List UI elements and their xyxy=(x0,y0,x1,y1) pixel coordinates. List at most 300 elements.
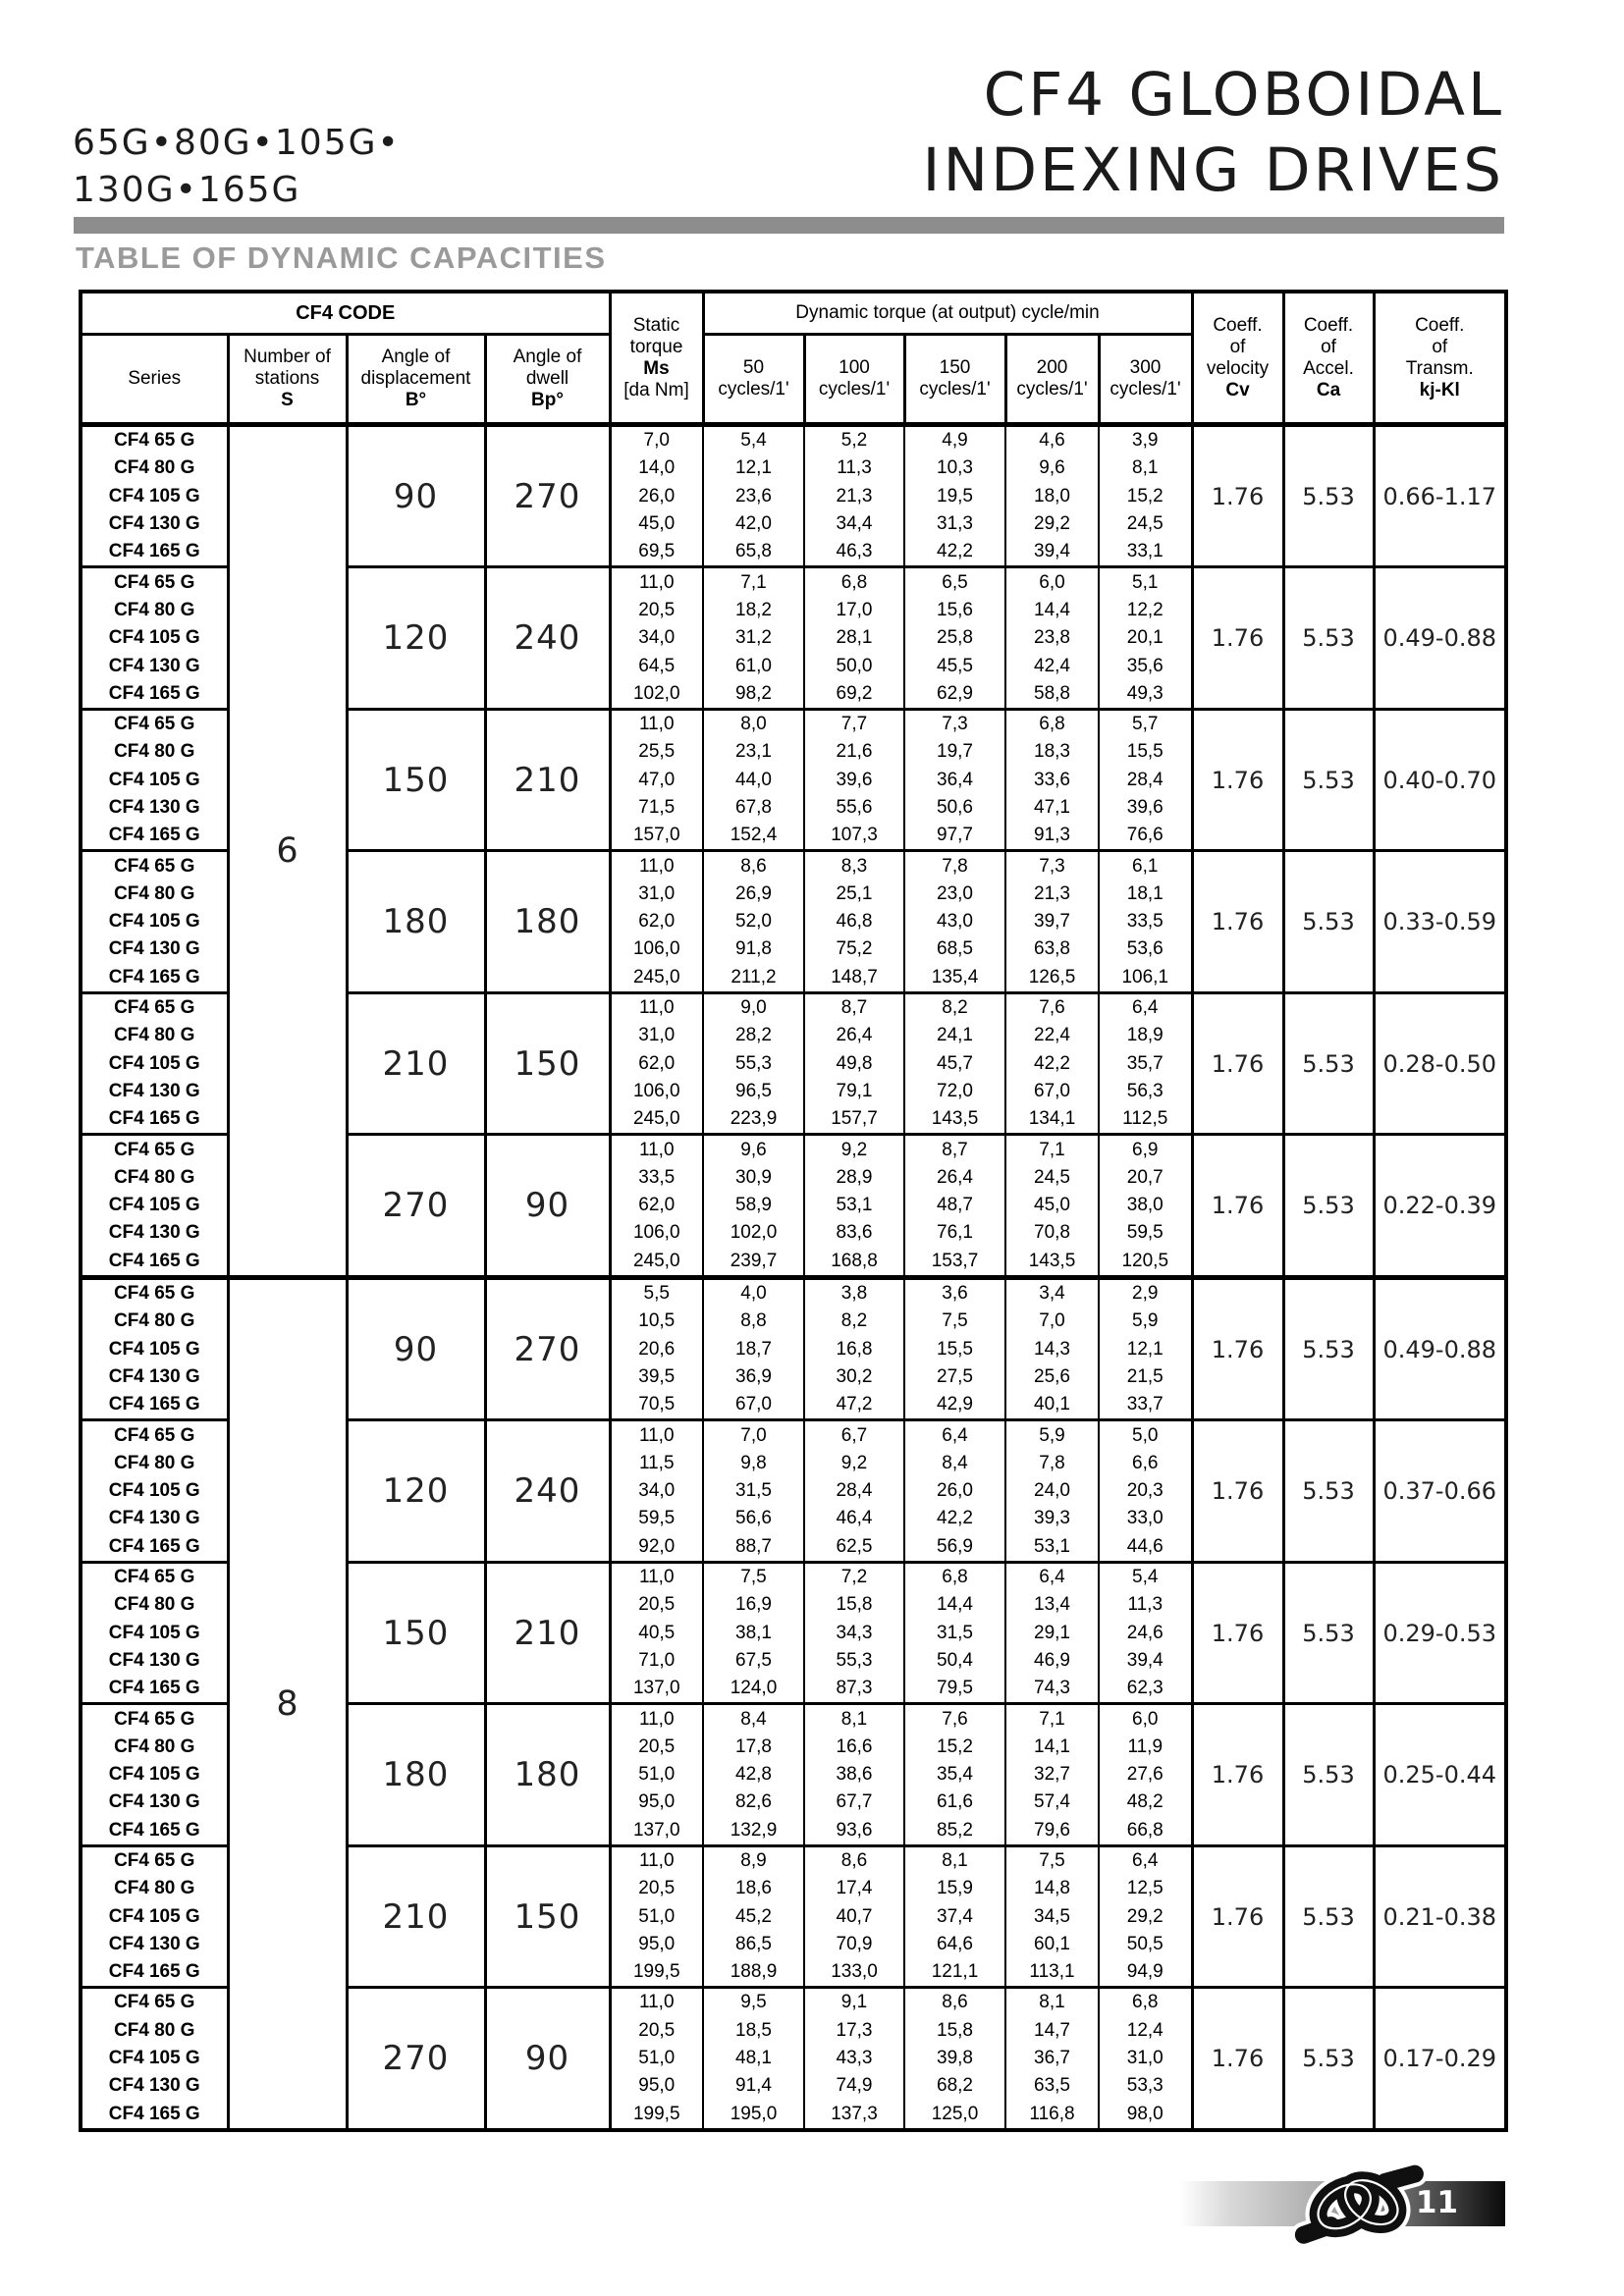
torque-value-cell: 135,4 xyxy=(904,964,1005,993)
angle-dwell-cell: 180 xyxy=(485,1704,610,1845)
torque-value-cell: 25,6 xyxy=(1005,1363,1099,1391)
torque-value-cell: 21,3 xyxy=(804,483,904,510)
torque-value-cell: 95,0 xyxy=(610,2072,703,2100)
torque-value-cell: 11,0 xyxy=(610,851,703,881)
torque-value-cell: 23,0 xyxy=(904,881,1005,908)
torque-value-cell: 28,4 xyxy=(1099,767,1192,794)
coeff-velocity-cell: 1.76 xyxy=(1192,709,1283,850)
series-cell: CF4 65 G xyxy=(81,1562,228,1591)
torque-value-cell: 6,8 xyxy=(904,1562,1005,1591)
series-cell: CF4 105 G xyxy=(81,2045,228,2072)
torque-value-cell: 33,1 xyxy=(1099,538,1192,567)
torque-value-cell: 25,1 xyxy=(804,881,904,908)
torque-value-cell: 102,0 xyxy=(703,1219,804,1247)
torque-value-cell: 39,7 xyxy=(1005,908,1099,935)
torque-value-cell: 58,9 xyxy=(703,1192,804,1219)
torque-value-cell: 7,1 xyxy=(703,567,804,597)
angle-dwell-cell: 150 xyxy=(485,1845,610,1987)
coeff-transm-cell: 0.25-0.44 xyxy=(1374,1704,1506,1845)
torque-value-cell: 67,8 xyxy=(703,794,804,822)
series-cell: CF4 105 G xyxy=(81,1477,228,1505)
torque-value-cell: 58,8 xyxy=(1005,680,1099,710)
divider-bar xyxy=(74,217,1504,234)
series-cell: CF4 105 G xyxy=(81,1336,228,1363)
torque-value-cell: 137,0 xyxy=(610,1817,703,1846)
angle-displacement-cell: 120 xyxy=(347,567,485,709)
stations-cell: 8 xyxy=(228,1277,347,2129)
torque-value-cell: 83,6 xyxy=(804,1219,904,1247)
page-title-line1: CF4 GLOBOIDAL xyxy=(983,60,1504,130)
series-cell: CF4 80 G xyxy=(81,881,228,908)
angle-dwell-cell: 240 xyxy=(485,567,610,709)
torque-value-cell: 50,5 xyxy=(1099,1931,1192,1958)
torque-value-cell: 133,0 xyxy=(804,1958,904,1988)
torque-value-cell: 11,0 xyxy=(610,567,703,597)
torque-value-cell: 88,7 xyxy=(703,1533,804,1563)
torque-value-cell: 82,6 xyxy=(703,1789,804,1816)
series-cell: CF4 130 G xyxy=(81,2072,228,2100)
torque-value-cell: 12,4 xyxy=(1099,2017,1192,2045)
torque-value-cell: 21,5 xyxy=(1099,1363,1192,1391)
torque-value-cell: 7,0 xyxy=(610,425,703,455)
torque-value-cell: 11,0 xyxy=(610,1704,703,1734)
angle-displacement-cell: 90 xyxy=(347,1277,485,1419)
torque-value-cell: 8,6 xyxy=(703,851,804,881)
torque-value-cell: 8,1 xyxy=(1099,454,1192,482)
series-cell: CF4 80 G xyxy=(81,1875,228,1902)
torque-value-cell: 6,4 xyxy=(1099,1845,1192,1875)
series-cell: CF4 65 G xyxy=(81,992,228,1022)
coeff-accel-cell: 5.53 xyxy=(1283,992,1374,1134)
series-cell: CF4 165 G xyxy=(81,1817,228,1846)
coeff-accel-cell: 5.53 xyxy=(1283,1988,1374,2130)
torque-value-cell: 20,3 xyxy=(1099,1477,1192,1505)
cycle-col-header-0: 50 cycles/1' xyxy=(703,335,804,425)
torque-value-cell: 6,9 xyxy=(1099,1135,1192,1164)
series-cell: CF4 80 G xyxy=(81,1164,228,1192)
torque-value-cell: 8,1 xyxy=(804,1704,904,1734)
torque-value-cell: 42,2 xyxy=(904,1505,1005,1532)
torque-value-cell: 6,8 xyxy=(1099,1988,1192,2017)
torque-value-cell: 38,1 xyxy=(703,1619,804,1646)
torque-value-cell: 47,0 xyxy=(610,767,703,794)
torque-value-cell: 6,1 xyxy=(1099,851,1192,881)
torque-value-cell: 51,0 xyxy=(610,2045,703,2072)
torque-value-cell: 17,4 xyxy=(804,1875,904,1902)
torque-value-cell: 223,9 xyxy=(703,1105,804,1135)
series-cell: CF4 65 G xyxy=(81,1988,228,2017)
torque-value-cell: 152,4 xyxy=(703,822,804,851)
torque-value-cell: 11,0 xyxy=(610,1420,703,1450)
torque-value-cell: 31,0 xyxy=(1099,2045,1192,2072)
torque-value-cell: 85,2 xyxy=(904,1817,1005,1846)
torque-value-cell: 12,1 xyxy=(703,454,804,482)
torque-value-cell: 62,0 xyxy=(610,1192,703,1219)
torque-value-cell: 12,5 xyxy=(1099,1875,1192,1902)
torque-value-cell: 45,7 xyxy=(904,1050,1005,1078)
torque-value-cell: 40,1 xyxy=(1005,1391,1099,1420)
torque-value-cell: 102,0 xyxy=(610,680,703,710)
torque-value-cell: 39,4 xyxy=(1005,538,1099,567)
series-cell: CF4 165 G xyxy=(81,1675,228,1704)
torque-value-cell: 5,4 xyxy=(1099,1562,1192,1591)
torque-value-cell: 39,3 xyxy=(1005,1505,1099,1532)
torque-value-cell: 67,0 xyxy=(1005,1078,1099,1105)
series-cell: CF4 130 G xyxy=(81,510,228,538)
torque-value-cell: 14,4 xyxy=(1005,597,1099,624)
series-cell: CF4 165 G xyxy=(81,1958,228,1988)
torque-value-cell: 18,1 xyxy=(1099,881,1192,908)
series-cell: CF4 165 G xyxy=(81,964,228,993)
torque-value-cell: 46,3 xyxy=(804,538,904,567)
torque-value-cell: 42,8 xyxy=(703,1761,804,1789)
coeff-accel-cell: 5.53 xyxy=(1283,1277,1374,1419)
torque-value-cell: 11,9 xyxy=(1099,1734,1192,1761)
code-col-header-0: Series xyxy=(81,335,228,425)
torque-value-cell: 24,5 xyxy=(1099,510,1192,538)
series-cell: CF4 130 G xyxy=(81,1363,228,1391)
torque-value-cell: 95,0 xyxy=(610,1789,703,1816)
torque-value-cell: 8,4 xyxy=(904,1450,1005,1477)
torque-value-cell: 7,3 xyxy=(904,709,1005,738)
series-cell: CF4 80 G xyxy=(81,738,228,766)
torque-value-cell: 65,8 xyxy=(703,538,804,567)
series-cell: CF4 105 G xyxy=(81,624,228,652)
torque-value-cell: 93,6 xyxy=(804,1817,904,1846)
torque-value-cell: 59,5 xyxy=(610,1505,703,1532)
torque-value-cell: 86,5 xyxy=(703,1931,804,1958)
torque-value-cell: 3,8 xyxy=(804,1277,904,1308)
torque-value-cell: 36,4 xyxy=(904,767,1005,794)
series-cell: CF4 130 G xyxy=(81,935,228,963)
series-cell: CF4 165 G xyxy=(81,1248,228,1278)
torque-value-cell: 47,2 xyxy=(804,1391,904,1420)
torque-value-cell: 55,3 xyxy=(703,1050,804,1078)
torque-value-cell: 11,0 xyxy=(610,1562,703,1591)
torque-value-cell: 9,6 xyxy=(1005,454,1099,482)
torque-value-cell: 8,6 xyxy=(904,1988,1005,2017)
torque-value-cell: 67,0 xyxy=(703,1391,804,1420)
torque-value-cell: 92,0 xyxy=(610,1533,703,1563)
torque-value-cell: 38,0 xyxy=(1099,1192,1192,1219)
torque-value-cell: 17,3 xyxy=(804,2017,904,2045)
torque-value-cell: 34,0 xyxy=(610,624,703,652)
torque-value-cell: 21,6 xyxy=(804,738,904,766)
cycle-col-header-3: 200 cycles/1' xyxy=(1005,335,1099,425)
torque-value-cell: 79,1 xyxy=(804,1078,904,1105)
series-cell: CF4 80 G xyxy=(81,597,228,624)
page-number: 11 xyxy=(1415,2185,1458,2220)
torque-value-cell: 98,2 xyxy=(703,680,804,710)
torque-value-cell: 63,5 xyxy=(1005,2072,1099,2100)
coeff-accel-cell: 5.53 xyxy=(1283,567,1374,709)
torque-value-cell: 7,7 xyxy=(804,709,904,738)
torque-value-cell: 7,8 xyxy=(1005,1450,1099,1477)
torque-value-cell: 24,1 xyxy=(904,1022,1005,1049)
torque-value-cell: 15,2 xyxy=(904,1734,1005,1761)
torque-value-cell: 42,2 xyxy=(1005,1050,1099,1078)
torque-value-cell: 27,5 xyxy=(904,1363,1005,1391)
torque-value-cell: 97,7 xyxy=(904,822,1005,851)
coeff-velocity-cell: 1.76 xyxy=(1192,1135,1283,1277)
torque-value-cell: 245,0 xyxy=(610,1248,703,1278)
coeff-transm-cell: 0.33-0.59 xyxy=(1374,851,1506,992)
torque-value-cell: 40,5 xyxy=(610,1619,703,1646)
torque-value-cell: 95,0 xyxy=(610,1931,703,1958)
footer-bar xyxy=(1180,2181,1505,2226)
series-cell: CF4 130 G xyxy=(81,1789,228,1816)
angle-dwell-cell: 210 xyxy=(485,1562,610,1703)
torque-value-cell: 43,0 xyxy=(904,908,1005,935)
torque-value-cell: 7,5 xyxy=(1005,1845,1099,1875)
torque-value-cell: 5,4 xyxy=(703,425,804,455)
torque-value-cell: 17,8 xyxy=(703,1734,804,1761)
torque-value-cell: 33,6 xyxy=(1005,767,1099,794)
torque-value-cell: 20,5 xyxy=(610,1734,703,1761)
torque-value-cell: 7,0 xyxy=(1005,1308,1099,1335)
torque-value-cell: 8,8 xyxy=(703,1308,804,1335)
torque-value-cell: 48,2 xyxy=(1099,1789,1192,1816)
torque-value-cell: 29,1 xyxy=(1005,1619,1099,1646)
torque-value-cell: 14,4 xyxy=(904,1591,1005,1619)
torque-value-cell: 6,6 xyxy=(1099,1450,1192,1477)
torque-value-cell: 157,7 xyxy=(804,1105,904,1135)
torque-value-cell: 134,1 xyxy=(1005,1105,1099,1135)
torque-value-cell: 52,0 xyxy=(703,908,804,935)
series-cell: CF4 65 G xyxy=(81,851,228,881)
torque-value-cell: 153,7 xyxy=(904,1248,1005,1278)
torque-value-cell: 39,5 xyxy=(610,1363,703,1391)
torque-value-cell: 15,2 xyxy=(1099,483,1192,510)
model-codes-line1: 65G•80G•105G• xyxy=(73,123,401,163)
coeff-velocity-cell: 1.76 xyxy=(1192,425,1283,567)
torque-value-cell: 6,4 xyxy=(904,1420,1005,1450)
torque-value-cell: 61,0 xyxy=(703,652,804,679)
coeff-accel-cell: 5.53 xyxy=(1283,1135,1374,1277)
torque-value-cell: 56,6 xyxy=(703,1505,804,1532)
page-title-line2: INDEXING DRIVES xyxy=(922,135,1504,205)
torque-value-cell: 96,5 xyxy=(703,1078,804,1105)
angle-dwell-cell: 240 xyxy=(485,1420,610,1562)
model-codes-line2: 130G•165G xyxy=(73,170,301,210)
torque-value-cell: 70,8 xyxy=(1005,1219,1099,1247)
coeff-accel-cell: 5.53 xyxy=(1283,425,1374,567)
torque-value-cell: 50,0 xyxy=(804,652,904,679)
torque-value-cell: 31,5 xyxy=(703,1477,804,1505)
torque-value-cell: 43,3 xyxy=(804,2045,904,2072)
torque-value-cell: 49,3 xyxy=(1099,680,1192,710)
torque-value-cell: 20,5 xyxy=(610,1875,703,1902)
torque-value-cell: 7,5 xyxy=(703,1562,804,1591)
series-cell: CF4 65 G xyxy=(81,1420,228,1450)
torque-value-cell: 33,5 xyxy=(1099,908,1192,935)
coeff-transm-cell: 0.22-0.39 xyxy=(1374,1135,1506,1277)
torque-value-cell: 7,6 xyxy=(1005,992,1099,1022)
torque-value-cell: 18,5 xyxy=(703,2017,804,2045)
torque-value-cell: 76,6 xyxy=(1099,822,1192,851)
coeff-accel-cell: 5.53 xyxy=(1283,1704,1374,1845)
torque-value-cell: 5,7 xyxy=(1099,709,1192,738)
torque-value-cell: 87,3 xyxy=(804,1675,904,1704)
torque-value-cell: 79,6 xyxy=(1005,1817,1099,1846)
torque-value-cell: 67,7 xyxy=(804,1789,904,1816)
torque-value-cell: 12,2 xyxy=(1099,597,1192,624)
coeff-col-header-0: Coeff. of velocity Cv xyxy=(1192,292,1283,425)
torque-value-cell: 7,8 xyxy=(904,851,1005,881)
cf4-code-header: CF4 CODE xyxy=(81,292,610,335)
torque-value-cell: 16,6 xyxy=(804,1734,904,1761)
torque-value-cell: 10,5 xyxy=(610,1308,703,1335)
angle-displacement-cell: 150 xyxy=(347,1562,485,1703)
torque-value-cell: 8,6 xyxy=(804,1845,904,1875)
torque-value-cell: 62,0 xyxy=(610,1050,703,1078)
torque-value-cell: 74,3 xyxy=(1005,1675,1099,1704)
angle-dwell-cell: 210 xyxy=(485,709,610,850)
torque-value-cell: 6,4 xyxy=(1005,1562,1099,1591)
torque-value-cell: 19,7 xyxy=(904,738,1005,766)
torque-value-cell: 106,0 xyxy=(610,1219,703,1247)
torque-value-cell: 57,4 xyxy=(1005,1789,1099,1816)
torque-value-cell: 5,1 xyxy=(1099,567,1192,597)
torque-value-cell: 64,6 xyxy=(904,1931,1005,1958)
torque-value-cell: 28,4 xyxy=(804,1477,904,1505)
torque-value-cell: 106,0 xyxy=(610,935,703,963)
torque-value-cell: 39,6 xyxy=(1099,794,1192,822)
series-cell: CF4 105 G xyxy=(81,767,228,794)
torque-value-cell: 17,0 xyxy=(804,597,904,624)
cycle-col-header-4: 300 cycles/1' xyxy=(1099,335,1192,425)
torque-value-cell: 143,5 xyxy=(904,1105,1005,1135)
torque-value-cell: 23,8 xyxy=(1005,624,1099,652)
torque-value-cell: 48,1 xyxy=(703,2045,804,2072)
torque-value-cell: 46,9 xyxy=(1005,1647,1099,1675)
torque-value-cell: 5,2 xyxy=(804,425,904,455)
torque-value-cell: 9,0 xyxy=(703,992,804,1022)
series-cell: CF4 130 G xyxy=(81,1078,228,1105)
torque-value-cell: 9,8 xyxy=(703,1450,804,1477)
torque-value-cell: 12,1 xyxy=(1099,1336,1192,1363)
dynamic-torque-header: Dynamic torque (at output) cycle/min xyxy=(703,292,1192,335)
torque-value-cell: 32,7 xyxy=(1005,1761,1099,1789)
torque-value-cell: 26,0 xyxy=(904,1477,1005,1505)
torque-value-cell: 39,4 xyxy=(1099,1647,1192,1675)
torque-value-cell: 18,7 xyxy=(703,1336,804,1363)
torque-value-cell: 8,0 xyxy=(703,709,804,738)
coeff-transm-cell: 0.29-0.53 xyxy=(1374,1562,1506,1703)
torque-value-cell: 29,2 xyxy=(1005,510,1099,538)
torque-value-cell: 9,1 xyxy=(804,1988,904,2017)
coeff-accel-cell: 5.53 xyxy=(1283,1845,1374,1987)
torque-value-cell: 53,3 xyxy=(1099,2072,1192,2100)
torque-value-cell: 34,4 xyxy=(804,510,904,538)
angle-dwell-cell: 90 xyxy=(485,1135,610,1277)
torque-value-cell: 13,4 xyxy=(1005,1591,1099,1619)
coeff-velocity-cell: 1.76 xyxy=(1192,1704,1283,1845)
torque-value-cell: 68,2 xyxy=(904,2072,1005,2100)
torque-value-cell: 42,0 xyxy=(703,510,804,538)
torque-value-cell: 245,0 xyxy=(610,1105,703,1135)
series-cell: CF4 105 G xyxy=(81,1902,228,1930)
torque-value-cell: 18,9 xyxy=(1099,1022,1192,1049)
torque-value-cell: 71,0 xyxy=(610,1647,703,1675)
torque-value-cell: 20,1 xyxy=(1099,624,1192,652)
angle-displacement-cell: 90 xyxy=(347,425,485,567)
series-cell: CF4 65 G xyxy=(81,1135,228,1164)
coeff-transm-cell: 0.21-0.38 xyxy=(1374,1845,1506,1987)
coeff-col-header-1: Coeff. of Accel. Ca xyxy=(1283,292,1374,425)
torque-value-cell: 47,1 xyxy=(1005,794,1099,822)
series-cell: CF4 165 G xyxy=(81,1105,228,1135)
torque-value-cell: 9,6 xyxy=(703,1135,804,1164)
torque-value-cell: 62,3 xyxy=(1099,1675,1192,1704)
torque-value-cell: 148,7 xyxy=(804,964,904,993)
torque-value-cell: 33,0 xyxy=(1099,1505,1192,1532)
torque-value-cell: 11,0 xyxy=(610,1135,703,1164)
torque-value-cell: 44,0 xyxy=(703,767,804,794)
coeff-accel-cell: 5.53 xyxy=(1283,1562,1374,1703)
torque-value-cell: 7,1 xyxy=(1005,1135,1099,1164)
torque-value-cell: 31,2 xyxy=(703,624,804,652)
angle-dwell-cell: 150 xyxy=(485,992,610,1134)
torque-value-cell: 11,0 xyxy=(610,992,703,1022)
series-cell: CF4 165 G xyxy=(81,2101,228,2130)
torque-value-cell: 10,3 xyxy=(904,454,1005,482)
torque-value-cell: 28,1 xyxy=(804,624,904,652)
torque-value-cell: 15,5 xyxy=(1099,738,1192,766)
coeff-accel-cell: 5.53 xyxy=(1283,851,1374,992)
torque-value-cell: 20,6 xyxy=(610,1336,703,1363)
torque-value-cell: 18,2 xyxy=(703,597,804,624)
torque-value-cell: 42,4 xyxy=(1005,652,1099,679)
torque-value-cell: 2,9 xyxy=(1099,1277,1192,1308)
torque-value-cell: 53,1 xyxy=(804,1192,904,1219)
torque-value-cell: 132,9 xyxy=(703,1817,804,1846)
torque-value-cell: 71,5 xyxy=(610,794,703,822)
torque-value-cell: 31,0 xyxy=(610,881,703,908)
torque-value-cell: 9,2 xyxy=(804,1450,904,1477)
torque-value-cell: 24,5 xyxy=(1005,1164,1099,1192)
torque-value-cell: 113,1 xyxy=(1005,1958,1099,1988)
torque-value-cell: 66,8 xyxy=(1099,1817,1192,1846)
torque-value-cell: 31,5 xyxy=(904,1619,1005,1646)
torque-value-cell: 28,2 xyxy=(703,1022,804,1049)
angle-displacement-cell: 270 xyxy=(347,1135,485,1277)
torque-value-cell: 137,3 xyxy=(804,2101,904,2130)
torque-value-cell: 61,6 xyxy=(904,1789,1005,1816)
coeff-transm-cell: 0.17-0.29 xyxy=(1374,1988,1506,2130)
torque-value-cell: 79,5 xyxy=(904,1675,1005,1704)
torque-value-cell: 4,9 xyxy=(904,425,1005,455)
torque-value-cell: 8,7 xyxy=(904,1135,1005,1164)
torque-value-cell: 51,0 xyxy=(610,1761,703,1789)
torque-value-cell: 18,3 xyxy=(1005,738,1099,766)
torque-value-cell: 20,5 xyxy=(610,2017,703,2045)
angle-displacement-cell: 210 xyxy=(347,992,485,1134)
torque-value-cell: 7,0 xyxy=(703,1420,804,1450)
torque-value-cell: 42,9 xyxy=(904,1391,1005,1420)
torque-value-cell: 7,2 xyxy=(804,1562,904,1591)
coeff-accel-cell: 5.53 xyxy=(1283,1420,1374,1562)
coeff-velocity-cell: 1.76 xyxy=(1192,1845,1283,1987)
torque-value-cell: 3,6 xyxy=(904,1277,1005,1308)
torque-value-cell: 91,8 xyxy=(703,935,804,963)
torque-value-cell: 20,7 xyxy=(1099,1164,1192,1192)
torque-value-cell: 75,2 xyxy=(804,935,904,963)
torque-value-cell: 15,8 xyxy=(904,2017,1005,2045)
torque-value-cell: 125,0 xyxy=(904,2101,1005,2130)
torque-value-cell: 8,7 xyxy=(804,992,904,1022)
torque-value-cell: 30,2 xyxy=(804,1363,904,1391)
